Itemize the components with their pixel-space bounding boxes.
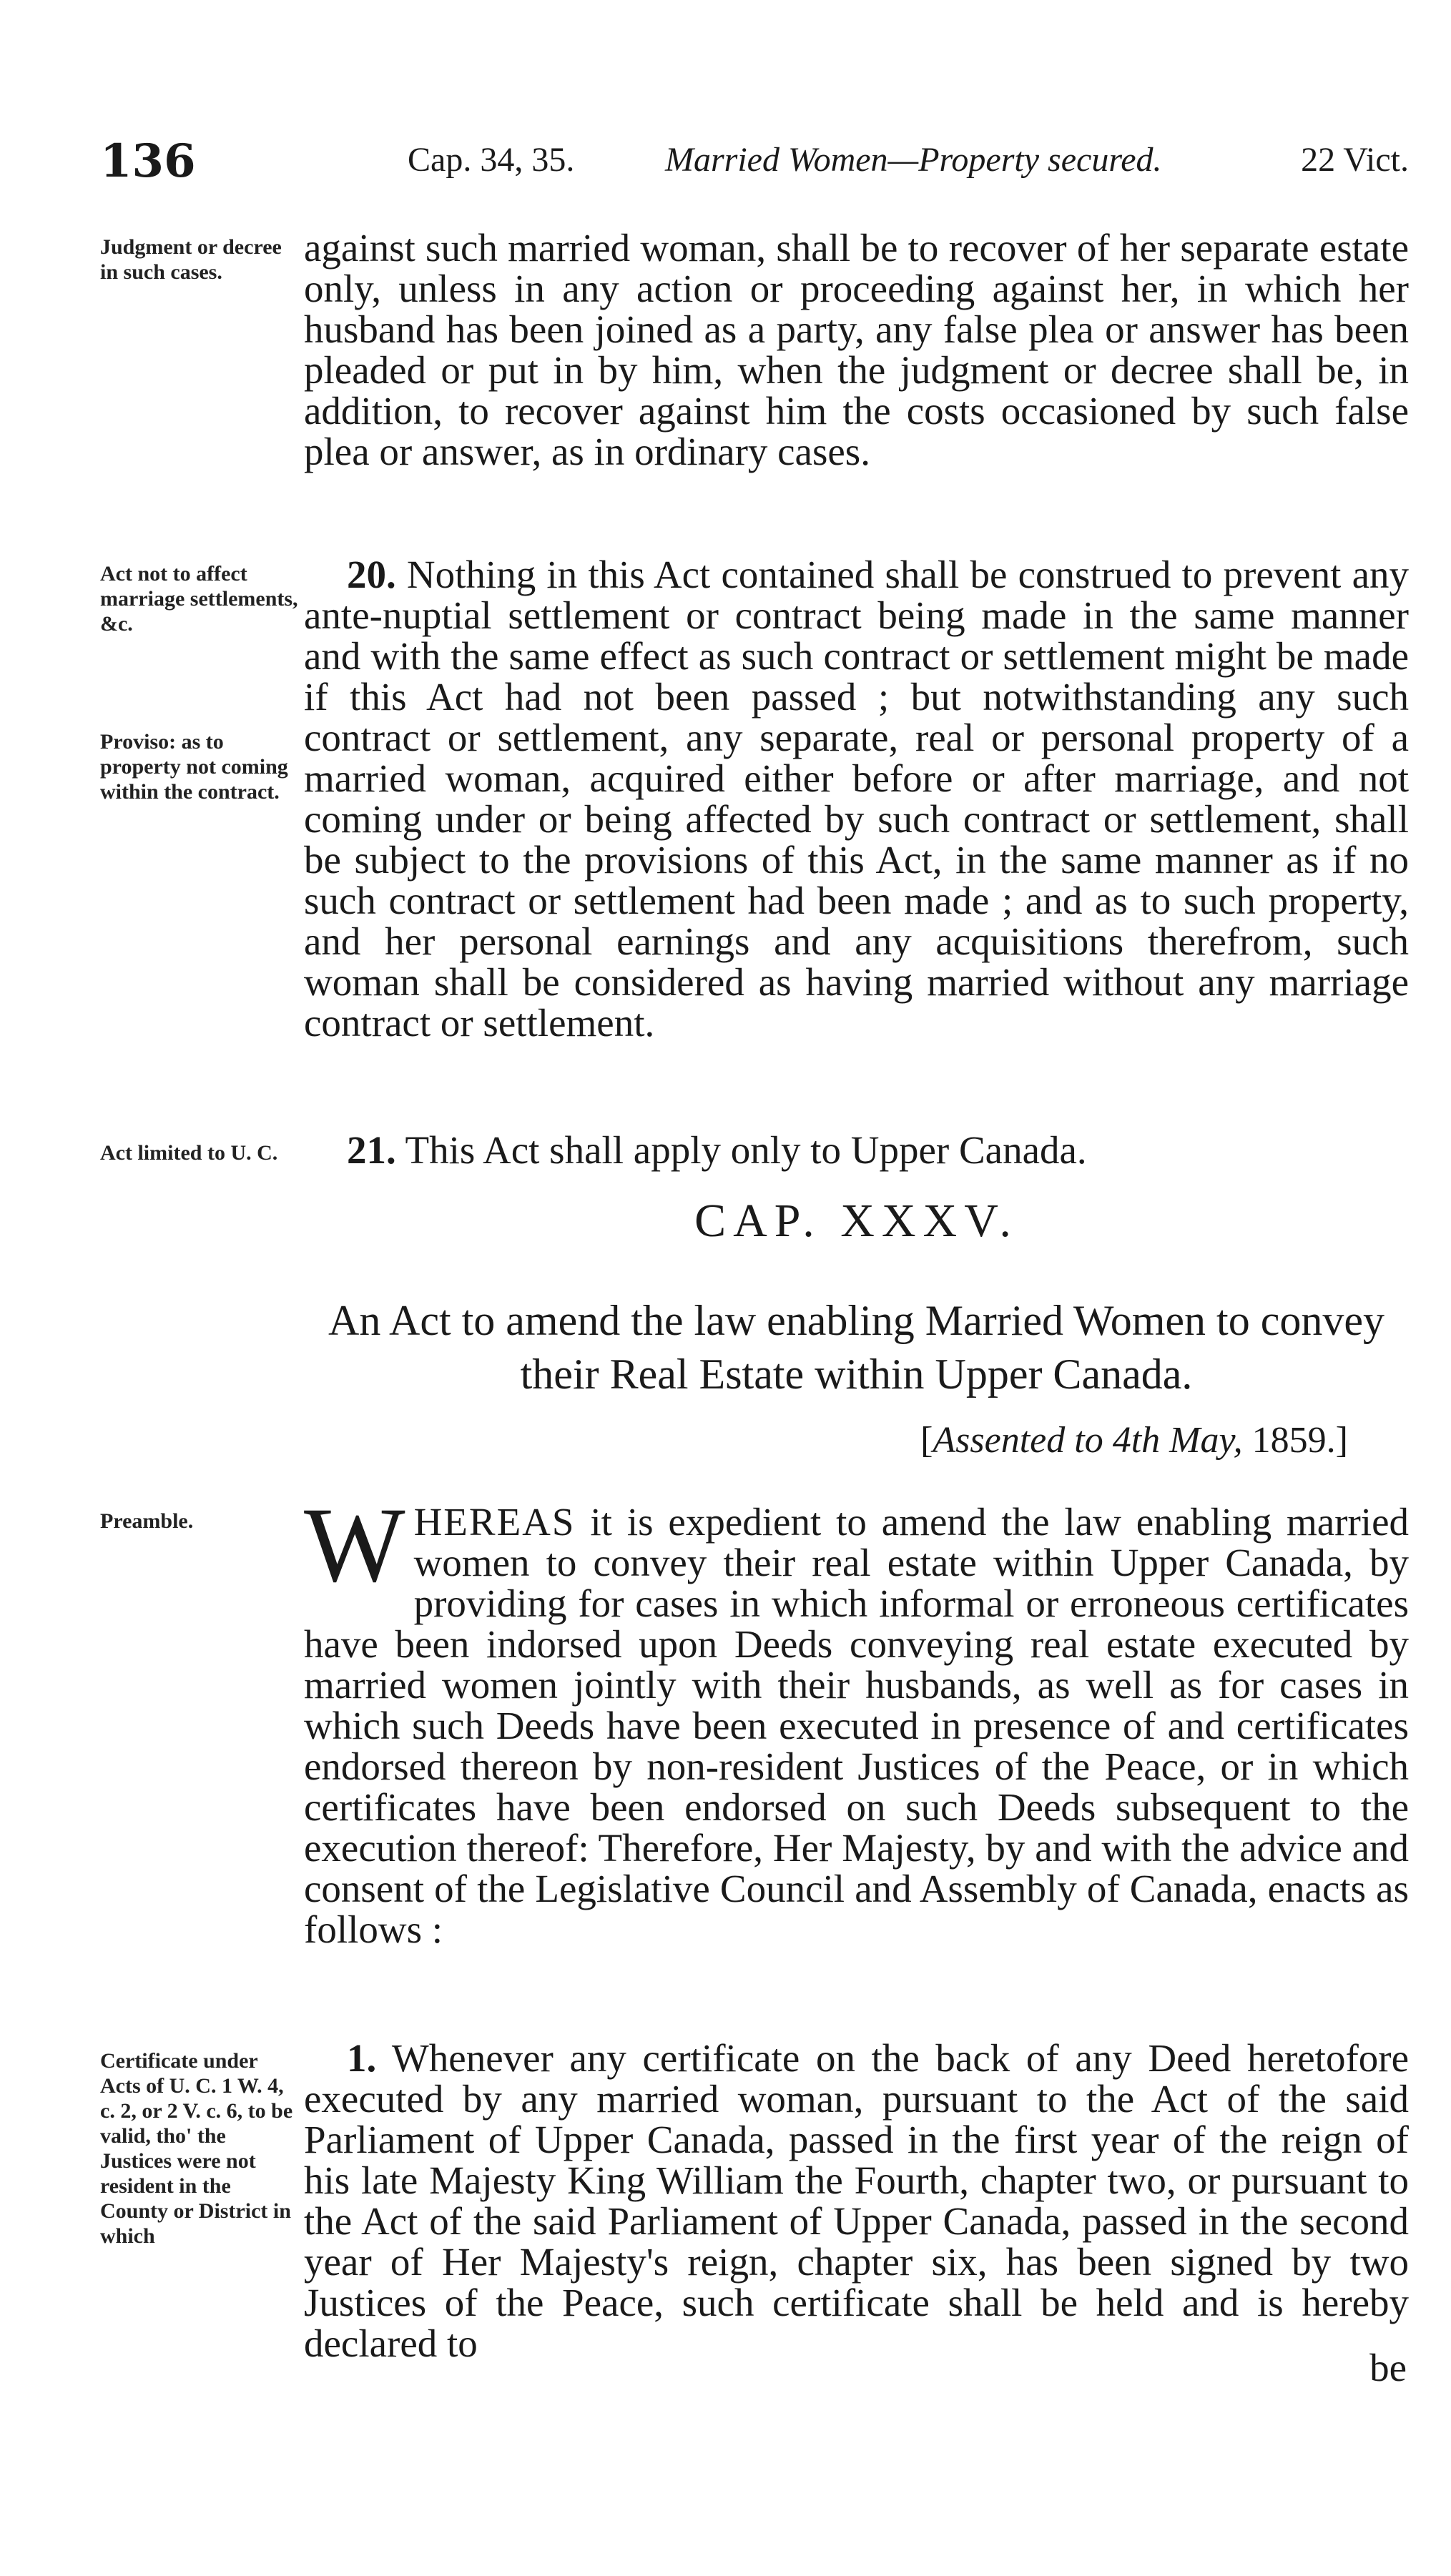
- chapter-heading: CAP. XXXV.: [694, 1195, 1018, 1247]
- margin-note-preamble: Preamble.: [100, 1509, 194, 1533]
- catchword: be: [1369, 2346, 1407, 2389]
- act-title: An Act to amend the law enabling Married Women to convey their Real Estate within Upper Canada.: [328, 1297, 1384, 1398]
- section-1-number: 1.: [347, 2036, 377, 2080]
- running-head-regnal-year: 22 Vict.: [1301, 141, 1409, 179]
- section-20-text: Nothing in this Act contained shall be construed to prevent any ante-nuptial settlement or contract being made in the same manner and with the same effect as such contract or settlement might be made if this Act had not been passed ; but notwithstanding any such contract or settlement, any separate, real or personal property of a married woman, acquired either before or after marriage, and not coming under or being affected by such contract or settlement, shall be subject to the provisions of this Act, in the same manner as if no such contract or settlement had been made ; and as to such property, and her personal earnings and any acquisitions therefrom, such woman shall be considered as having married without any marriage contract or settlement.: [304, 553, 1409, 1045]
- section-21: [304, 1130, 1409, 1170]
- paragraph-judgment: [304, 227, 1409, 472]
- section-20: [304, 554, 1409, 1043]
- section-20-number: 20.: [347, 553, 396, 596]
- running-head-title: Married Women—Property secured.: [665, 141, 1162, 179]
- paragraph-judgment-text: against such married woman, shall be to recover of her separate estate only, unless in any action or proceeding against her, in which her husband has been joined as a party, any false plea or answer has been pleaded or put in by him, when the judgment or decree shall be, in addition, to recover against him the costs occasioned by such false plea or answer, as in ordinary cases.: [304, 226, 1409, 473]
- assent-year: 1859.: [1251, 1420, 1336, 1461]
- margin-note-judgment: Judgment or decree in such cases.: [100, 235, 282, 284]
- page-number: 136: [100, 134, 196, 188]
- margin-note-act-limited: Act limited to U. C.: [100, 1141, 278, 1165]
- section-21-number: 21.: [347, 1128, 396, 1172]
- preamble-lead-word: HEREAS: [413, 1500, 576, 1544]
- section-21-text: This Act shall apply only to Upper Canada.: [405, 1128, 1087, 1172]
- preamble-text: it is expedient to amend the law enabling married women to convey their real estate within Upper Canada, by providing for cases in which informal or erroneous certificates have been indorsed upon Deeds conveying real estate executed by married women jointly with their husbands, as well as for cases in which such Deeds have been executed in presence of and certificates endorsed thereon by non-resident Justices of the Peace, or in which certificates have been endorsed on such Deeds subsequent to the execution thereof: Therefore, Her Majesty, by and with the advice and consent of the Legislative Council and Assembly of Canada, enacts as follows :: [304, 1500, 1410, 1951]
- running-head-chapters: Cap. 34, 35.: [408, 141, 575, 179]
- section-1-text: Whenever any certificate on the back of any Deed heretofore executed by any married woman, pursuant to the Act of the said Parliament of Upper Canada, passed in the first year of the reign of his late Majesty King William the Fourth, chapter two, or pursuant to the Act of the said Parliament of Upper Canada, passed in the second year of Her Majesty's reign, chapter six, has been signed by two Justices of the Peace, such certificate shall be held and is hereby declared to: [304, 2036, 1409, 2365]
- preamble: [304, 1486, 1410, 1951]
- section-1: [304, 2038, 1409, 2364]
- margin-note-certificate: Certificate under Acts of U. C. 1 W. 4, c. 2, or 2 V. c. 6, to be valid, tho' the Justices were not resident in the County or District in which: [100, 2049, 293, 2248]
- assent-label: Assented to 4th May,: [933, 1420, 1243, 1461]
- margin-note-proviso: Proviso: as to property not coming within the contract.: [100, 730, 288, 804]
- assent-line: [Assented to 4th May, 1859.]: [920, 1420, 1348, 1461]
- running-header: [100, 134, 1409, 192]
- preamble-drop-cap: W: [304, 1486, 405, 1604]
- margin-note-not-affect-settlements: Act not to affect marriage settlements, &c.: [100, 562, 298, 636]
